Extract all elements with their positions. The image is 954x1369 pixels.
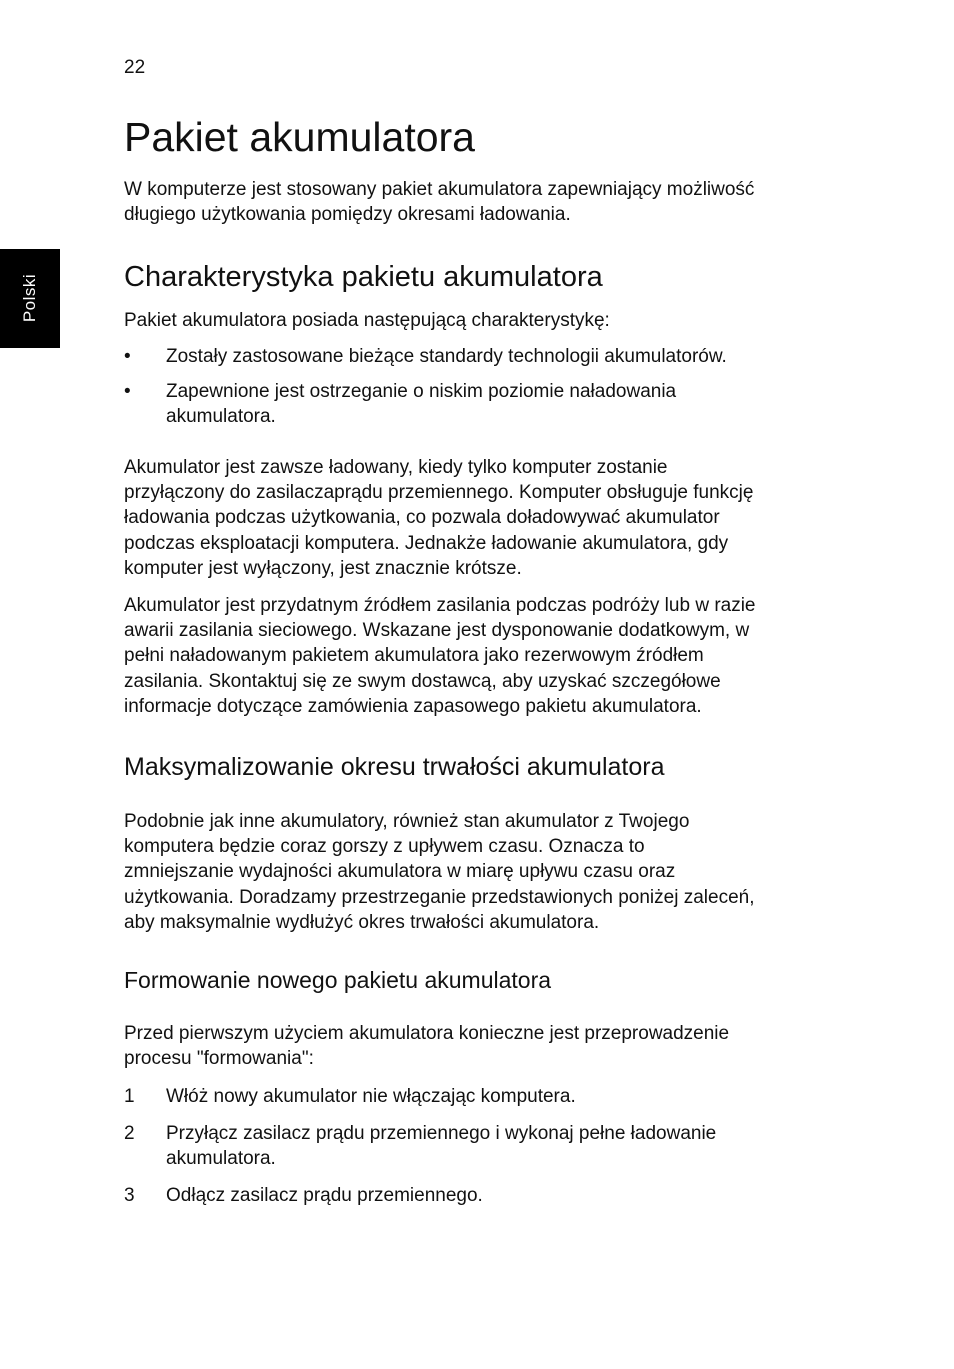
text-line: użytkowania. Doradzamy przestrzeganie przedstawionych poniżej zaleceń, [124,886,755,908]
section-heading-battery-life: Maksymalizowanie okresu trwałości akumulatora [124,753,665,781]
text-line: Podobnie jak inne akumulatory, również stan akumulator z Twojego [124,811,690,832]
bullet-text [166,344,816,369]
intro-paragraph [124,177,824,227]
text-line: Przyłącz zasilacz prądu przemiennego i wykonaj pełne ładowanie [166,1123,717,1144]
bullet-marker: • [124,346,131,367]
step-text [166,1183,816,1208]
step-number: 2 [124,1123,135,1144]
text-line: przyłączony do zasilaczaprądu przemiennego. Komputer obsługuje funkcję [124,482,754,504]
language-tab-label: Polski [20,273,39,323]
text-line: awarii zasilania sieciowego. Wskazane jest dysponowanie dodatkowym, w [124,620,750,642]
section-heading-conditioning: Formowanie nowego pakietu akumulatora [124,967,552,993]
page-number: 22 [124,57,146,78]
text-line: Akumulator jest zawsze ładowany, kiedy tylko komputer zostanie [124,457,668,478]
text-line: W komputerze jest stosowany pakiet akumulatora zapewniający możliwość [124,179,755,200]
body-paragraph [124,455,824,581]
step-text [166,1121,816,1171]
text-line: pełni naładowanym pakietem akumulatora jako rezerwowym źródłem [124,645,704,667]
text-line: długiego użytkowania pomiędzy okresami ładowania. [124,204,571,226]
language-tab [0,249,60,348]
body-paragraph [124,809,824,935]
step-number: 3 [124,1185,135,1206]
body-paragraph [124,593,824,719]
text-line: Przed pierwszym użyciem akumulatora konieczne jest przeprowadzenie [124,1023,730,1044]
text-line: Akumulator jest przydatnym źródłem zasilania podczas podróży lub w razie [124,595,756,616]
text-line: podczas eksploatacji komputera. Jednakże ładowanie akumulatora, gdy [124,532,729,554]
step-number: 1 [124,1086,135,1107]
section-lead: Pakiet akumulatora posiada następującą charakterystykę: [124,310,610,331]
text-line: informacje dotyczące zamówienia zapasowego pakietu akumulatora. [124,695,702,717]
page-title: Pakiet akumulatora [124,114,475,160]
text-line: komputera będzie coraz gorszy z upływem czasu. Oznacza to [124,836,645,858]
text-line: zmniejszanie wydajności akumulatora w miarę upływu czasu oraz [124,861,676,883]
bullet-marker: • [124,381,131,402]
text-line: zasilania. Skontaktuj się ze swym dostawcą, aby uzyskać szczegółowe [124,670,721,692]
text-line: aby maksymalnie wydłużyć okres trwałości akumulatora. [124,911,600,933]
section-heading-characteristics: Charakterystyka pakietu akumulatora [124,261,603,293]
text-line: komputer jest wyłączony, jest znacznie krótsze. [124,557,522,579]
text-line: procesu "formowania": [124,1048,314,1070]
text-line: Odłącz zasilacz prądu przemiennego. [166,1185,483,1206]
text-line: akumulatora. [166,406,276,428]
step-text [166,1084,816,1109]
text-line: akumulatora. [166,1148,276,1170]
text-line: Zapewnione jest ostrzeganie o niskim poziomie naładowania [166,381,677,402]
text-line: Zostały zastosowane bieżące standardy technologii akumulatorów. [166,346,727,367]
bullet-text [166,379,816,429]
section-lead [124,1021,824,1071]
text-line: Włóż nowy akumulator nie włączając komputera. [166,1086,576,1107]
text-line: ładowania podczas użytkowania, co pozwala doładowywać akumulator [124,507,720,529]
